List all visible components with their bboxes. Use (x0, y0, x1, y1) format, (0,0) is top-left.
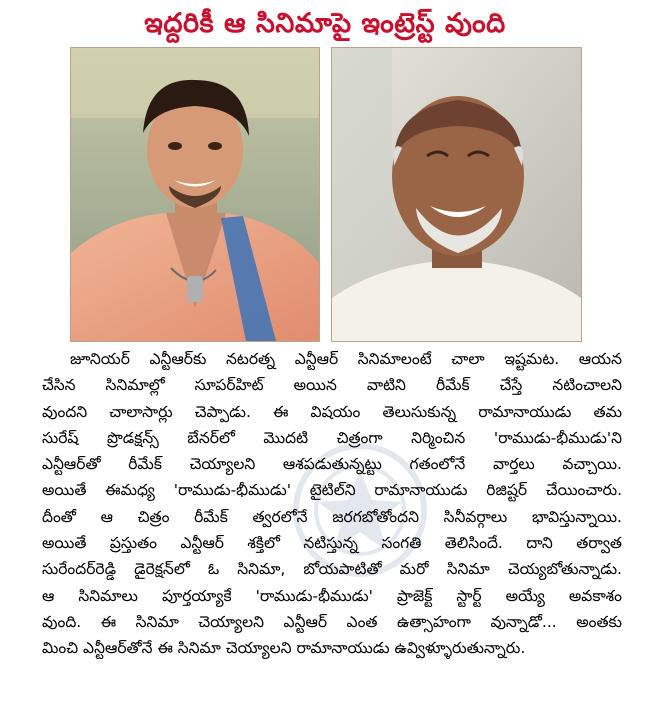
article-line: ఎన్టీఆర్‌తో రీమేక్ చెయ్యాలని ఆశపడుతున్నట్టు గతంలోనే వార్తలు వచ్చాయి. (42, 455, 622, 474)
article-line: జూనియర్ ఎన్టీఆర్‌కు నటరత్న ఎన్టీఆర్ సినిమాలంటే చాలా ఇష్టమట. ఆయన (70, 350, 622, 368)
article-line: చేసిన సినిమాల్లో సూపర్‌హిట్ అయిన వాటిని రీమేక్ చేస్తే నటించాలని (42, 376, 622, 395)
headline: ఇద్దరికీ ఆ సినిమాపై ఇంట్రెస్ట్ వుంది (144, 8, 506, 39)
elderly-producer-portrait-icon (331, 47, 582, 342)
article-line: సురేందర్‌రెడ్డి డైరెక్షన్‌లో ఓ సినిమా, బోయపాటితో మరో సినిమా చెయ్యబోతున్నాడు. (42, 560, 622, 579)
article-line: మించి ఎన్టీఆర్‌తోనే ఈ సినిమా చెయ్యాలని రామానాయుడు ఉవ్విళ్ళూరుతున్నారు. (42, 639, 526, 658)
article-line: సురేష్ ప్రొడక్షన్స్ బేనర్‌లో మొదటి చిత్రంగా నిర్మించిన 'రాముడు-భీముడు'ని (42, 428, 622, 447)
article-body (42, 346, 622, 662)
article-line: వుందని చాలాసార్లు చెప్పాడు. ఈ విషయం తెలుసుకున్న రామానాయుడు తమ (42, 402, 622, 421)
young-actor-portrait-icon (70, 47, 320, 342)
article-line: వుంది. ఈ సినిమా చెయ్యాలని ఎన్టీఆర్ ఎంత ఉత్సాహంగా వున్నాడో... అంతకు (42, 612, 622, 631)
article-line: ఆ సినిమాలు పూర్తయ్యాకే 'రాముడు-భీముడు' ప్రాజెక్ట్ స్టార్ట్ అయ్యే అవకాశం (42, 586, 622, 605)
article-line: అయితే ప్రస్తుతం ఎన్టీఆర్ శక్తిలో నటిస్తున్న సంగతి తెలిసిందే. దాని తర్వాత (42, 534, 622, 553)
article-line: అయితే ఈమధ్య 'రాముడు-భీముడు' టైటిల్‌ని రామానాయుడు రిజిష్టర్ చేయించారు. (42, 481, 622, 500)
article-line: దీంతో ఆ చిత్రం రీమేక్ త్వరలోనే జరగబోతోందని సినీవర్గాలు భావిస్తున్నాయి. (42, 507, 622, 526)
